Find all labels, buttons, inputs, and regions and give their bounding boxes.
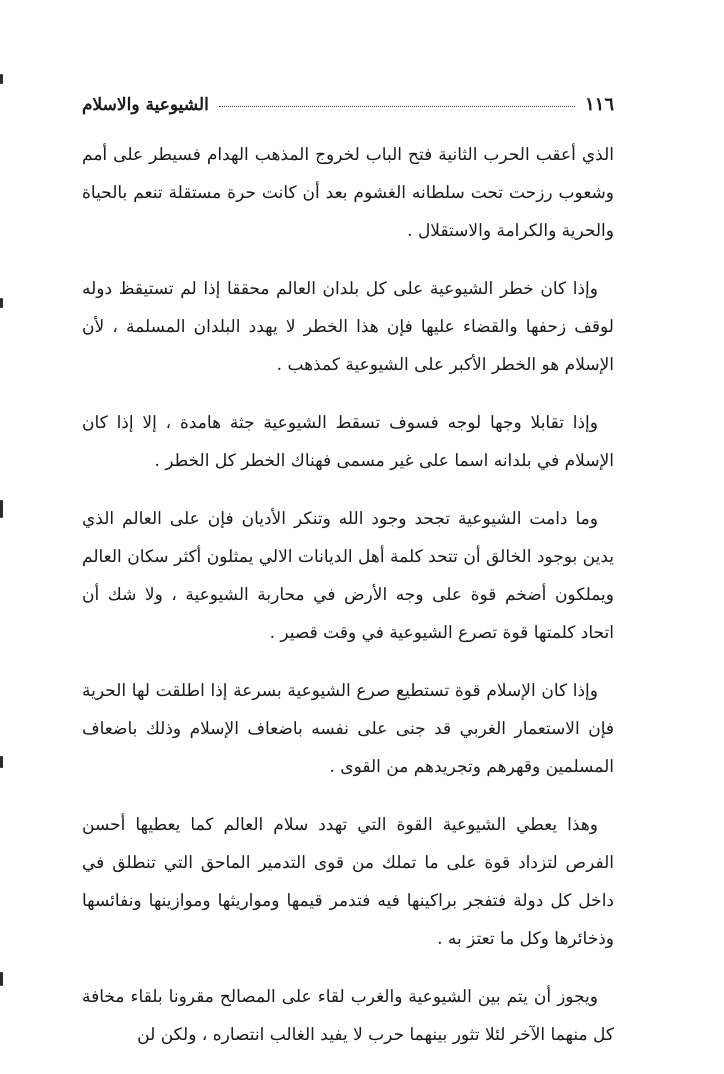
paragraph: وإذا كان الإسلام قوة تستطيع صرع الشيوعية بسرعة إذا اطلقت لها الحرية فإن الاستعمار الغربي قد جنى على نفسه باضعاف الإسلام وذلك باضعاف المسلمين وقهرهم وتجريدهم من القوى . <box>82 681 614 777</box>
running-title: الشيوعية والاسلام <box>82 95 209 115</box>
scan-edge-mark <box>0 972 3 986</box>
scan-edge-mark <box>0 756 3 768</box>
paragraph: وإذا تقابلا وجها لوجه فسوف تسقط الشيوعية جثة هامدة ، إلا إذا كان الإسلام في بلدانه اسما على غير مسمى فهناك الخطر كل الخطر . <box>82 413 614 471</box>
scan-edge-mark <box>0 500 3 518</box>
paragraph: وهذا يعطي الشيوعية القوة التي تهدد سلام العالم كما يعطيها أحسن الفرص لتزداد قوة على ما تملك من قوى التدمير الماحق التي تنطلق في داخل كل دولة فتفجر براكينها فيه فتدمر قيمها ومواريثها وموازينها ونفائسها وذخائرها وكل ما تعتز به . <box>82 815 614 949</box>
scan-edge-mark <box>0 298 3 308</box>
paragraph: الذي أعقب الحرب الثانية فتح الباب لخروج المذهب الهدام فسيطر على أمم وشعوب رزحت تحت سلطانه الغشوم بعد أن كانت حرة مستقلة تنعم بالحياة والحرية والكرامة والاستقلال . <box>82 145 614 241</box>
header-rule <box>219 106 575 107</box>
page-body <box>82 136 614 1074</box>
page-header <box>82 92 614 118</box>
paragraph: ويجوز أن يتم بين الشيوعية والغرب لقاء على المصالح مقرونا بلقاء مخافة كل منهما الآخر لئلا تثور بينهما حرب لا يفيد الغالب انتصاره ، ولكن لن <box>82 987 614 1045</box>
paragraph: وإذا كان خطر الشيوعية على كل بلدان العالم محققا إذا لم تستيقظ دوله لوقف زحفها والقضاء عليها فإن هذا الخطر لا يهدد البلدان المسلمة ، لأن الإسلام هو الخطر الأكبر على الشيوعية كمذهب . <box>82 279 614 375</box>
page-number: ١١٦ <box>584 94 614 115</box>
paragraph: وما دامت الشيوعية تجحد وجود الله وتنكر الأديان فإن على العالم الذي يدين بوجود الخالق أن تتحد كلمة أهل الديانات الالي يمثلون أكثر سكان العالم ويملكون أضخم قوة على وجه الأرض في محاربة الشيوعية ، ولا شك أن اتحاد كلمتها قوة تصرع الشيوعية في وقت قصير . <box>82 509 614 643</box>
scan-edge-mark <box>0 74 3 84</box>
